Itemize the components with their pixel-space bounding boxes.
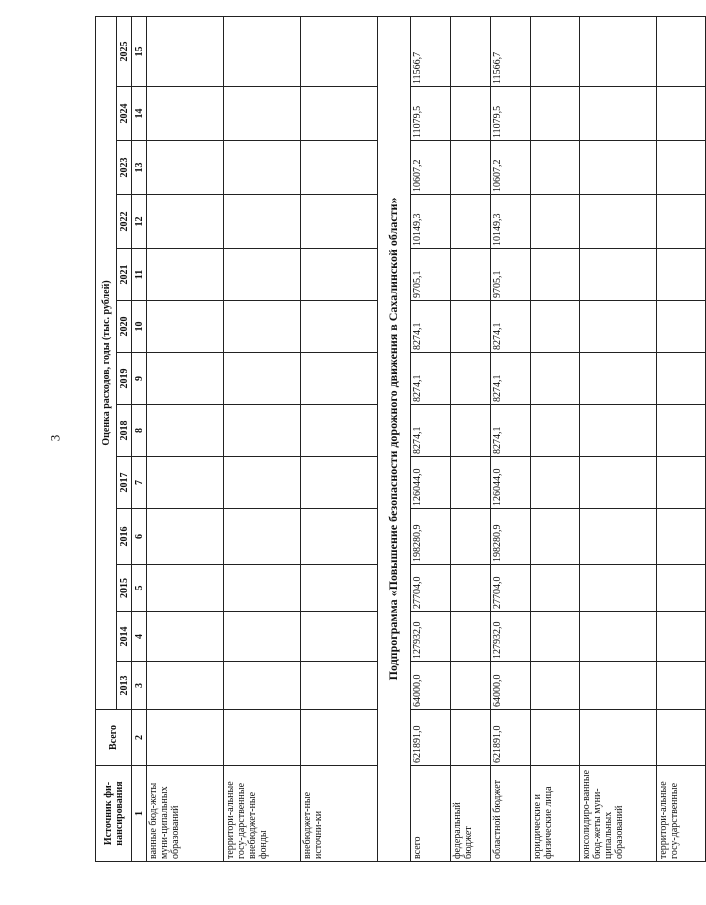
year-header: 2017: [117, 457, 132, 509]
column-number: 8: [132, 405, 147, 457]
cell-value: 8274,1: [491, 405, 531, 457]
year-header: 2019: [117, 353, 132, 405]
table-row: [580, 16, 657, 861]
row-label: ванные бюд-жеты муни-ципальных образований: [147, 766, 224, 862]
header-group: Оценка расходов, годы (тыс. рублей): [96, 16, 117, 709]
table-row: [531, 16, 580, 861]
cell-value: 8274,1: [411, 301, 451, 353]
cell-value: 10149,3: [411, 195, 451, 249]
cell-value: 10149,3: [491, 195, 531, 249]
cell-value: 198280,9: [411, 509, 451, 565]
cell-value: 10607,2: [491, 141, 531, 195]
cell-value: 11566,7: [411, 16, 451, 86]
column-number: 9: [132, 353, 147, 405]
column-number: 14: [132, 87, 147, 141]
column-number: 4: [132, 612, 147, 662]
table-row: [411, 16, 451, 861]
table-row: [491, 16, 531, 861]
row-label: территори-альные госу-дарственные внебюджет-ные фонды: [224, 766, 301, 862]
column-number: 1: [132, 766, 147, 862]
cell-value: 127932,0: [491, 612, 531, 662]
row-label: федеральный бюджет: [451, 766, 491, 862]
cell-value: 126044,0: [411, 457, 451, 509]
year-header: 2013: [117, 662, 132, 710]
column-number: 3: [132, 662, 147, 710]
page-number: 3: [47, 434, 63, 442]
cell-value: 27704,0: [411, 565, 451, 612]
table-row: [224, 16, 301, 861]
year-header: 2016: [117, 509, 132, 565]
cell-value: 126044,0: [491, 457, 531, 509]
column-number: 13: [132, 141, 147, 195]
column-number: 7: [132, 457, 147, 509]
cell-value: 9705,1: [491, 249, 531, 301]
cell-value: 11566,7: [491, 16, 531, 86]
column-number: 12: [132, 195, 147, 249]
cell-value: 8274,1: [491, 301, 531, 353]
cell-value: 64000,0: [491, 662, 531, 710]
cell-value: 11079,5: [411, 87, 451, 141]
column-number: 5: [132, 565, 147, 612]
year-header: 2023: [117, 141, 132, 195]
cell-value: 10607,2: [411, 141, 451, 195]
rotated-table-wrapper: [95, 17, 680, 862]
subprogram-row: [378, 16, 411, 861]
year-header: 2018: [117, 405, 132, 457]
column-number: 2: [132, 710, 147, 766]
year-header: 2024: [117, 87, 132, 141]
column-number: 11: [132, 249, 147, 301]
row-label: внебюджет-ные источни-ки: [301, 766, 378, 862]
row-label: областной бюджет: [491, 766, 531, 862]
year-header: 2020: [117, 301, 132, 353]
cell-value: 27704,0: [491, 565, 531, 612]
row-label: юридические и физические лица: [531, 766, 580, 862]
table-row: [301, 16, 378, 861]
year-header: 2015: [117, 565, 132, 612]
row-label: всего: [411, 766, 451, 862]
cell-value: 11079,5: [491, 87, 531, 141]
expense-table: [95, 16, 706, 862]
table-row: [451, 16, 491, 861]
cell-value: 9705,1: [411, 249, 451, 301]
cell-value: 198280,9: [491, 509, 531, 565]
header-numbers-row: [132, 16, 147, 861]
row-label: территори-альные госу-дарственные: [657, 766, 706, 862]
subprogram-title: Подпрограмма «Повышение безопасности дорожного движения в Сахалинской области»: [378, 16, 411, 861]
cell-value: 8274,1: [411, 405, 451, 457]
table-row: [657, 16, 706, 861]
cell-value: 64000,0: [411, 662, 451, 710]
cell-value: 621891,0: [491, 710, 531, 766]
year-header: 2021: [117, 249, 132, 301]
cell-value: 8274,1: [411, 353, 451, 405]
cell-value: 127932,0: [411, 612, 451, 662]
header-total: Всего: [96, 710, 132, 766]
year-header: 2022: [117, 195, 132, 249]
column-number: 6: [132, 509, 147, 565]
cell-value: 621891,0: [411, 710, 451, 766]
year-header: 2014: [117, 612, 132, 662]
column-number: 15: [132, 16, 147, 86]
row-label: консолидиро-ванные бюд-жеты муни-ципальных образований: [580, 766, 657, 862]
column-number: 10: [132, 301, 147, 353]
header-source: Источник фи-нансирования: [96, 766, 132, 862]
year-header: 2025: [117, 16, 132, 86]
table-row: [147, 16, 224, 861]
cell-value: 8274,1: [491, 353, 531, 405]
